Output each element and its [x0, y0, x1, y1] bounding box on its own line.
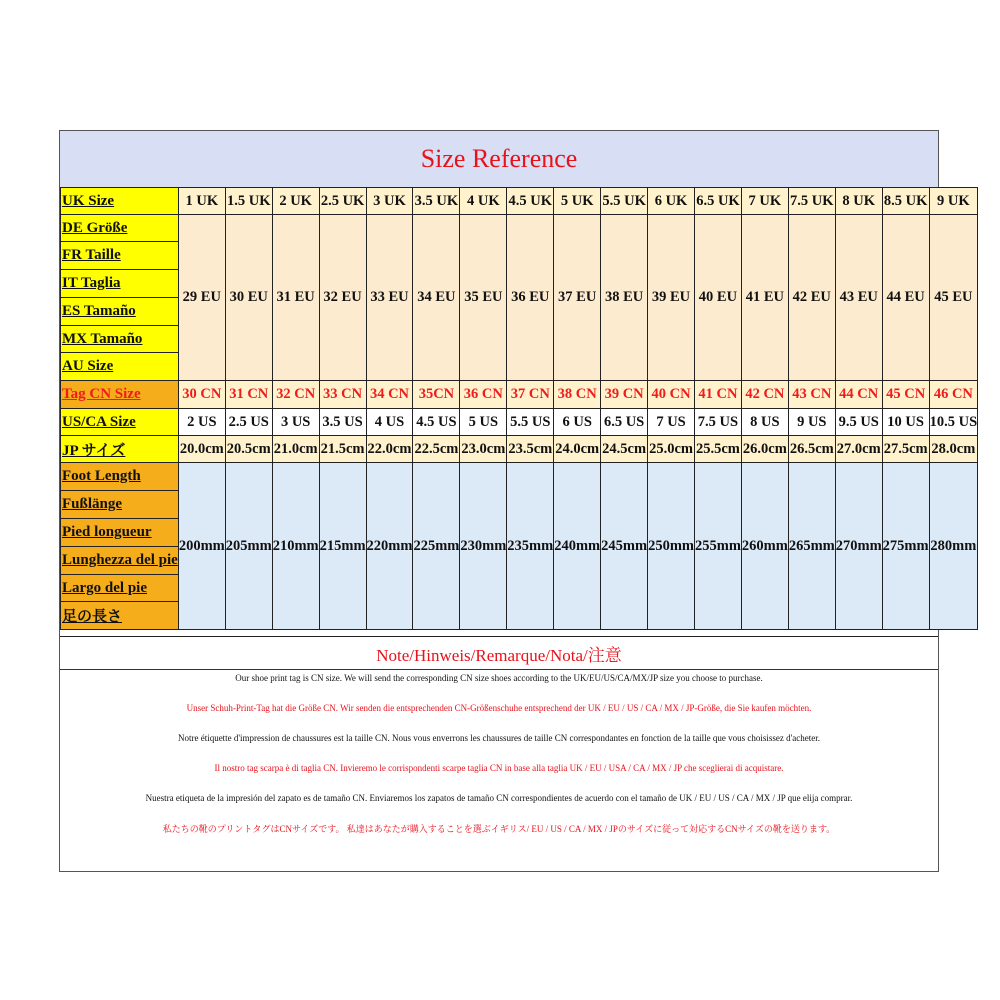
- foot-length-cell: 275mm: [882, 463, 929, 630]
- note-line: Our shoe print tag is CN size. We will send the corresponding CN size shoes according to the UK/EU/US/CA/MX/JP size you choose to purchase.: [235, 673, 763, 683]
- row-label: DE Größe: [61, 215, 179, 242]
- jp-size-cell: 28.0cm: [929, 436, 978, 463]
- foot-length-cell: 215mm: [319, 463, 366, 630]
- row-label: ES Tamaño: [61, 298, 179, 326]
- row-label: 足の長さ: [61, 602, 179, 630]
- cn-size-cell: 32 CN: [272, 381, 319, 409]
- us-size-cell: 2 US: [178, 409, 225, 436]
- note-heading: Note/Hinweis/Remarque/Nota/注意: [60, 636, 938, 670]
- us-size-cell: 9 US: [788, 409, 835, 436]
- eu-size-cell: 44 EU: [882, 215, 929, 381]
- jp-size-cell: 27.5cm: [882, 436, 929, 463]
- cn-size-cell: 30 CN: [178, 381, 225, 409]
- jp-size-cell: 22.5cm: [413, 436, 460, 463]
- foot-length-cell: 220mm: [366, 463, 413, 630]
- eu-size-cell: 43 EU: [835, 215, 882, 381]
- uk-size-cell: 8.5 UK: [882, 188, 929, 215]
- page-title: Size Reference: [60, 131, 938, 188]
- us-size-cell: 10 US: [882, 409, 929, 436]
- foot-length-cell: 270mm: [835, 463, 882, 630]
- row-label: MX Tamaño: [61, 326, 179, 353]
- foot-length-cell: 250mm: [648, 463, 695, 630]
- cn-size-cell: 46 CN: [929, 381, 978, 409]
- uk-size-cell: 6 UK: [648, 188, 695, 215]
- us-size-cell: 2.5 US: [225, 409, 272, 436]
- eu-size-cell: 30 EU: [225, 215, 272, 381]
- cn-size-cell: 37 CN: [507, 381, 554, 409]
- size-table: [60, 187, 978, 630]
- jp-size-cell: 26.5cm: [788, 436, 835, 463]
- us-size-cell: 6 US: [554, 409, 601, 436]
- uk-size-cell: 8 UK: [835, 188, 882, 215]
- foot-length-cell: 235mm: [507, 463, 554, 630]
- eu-size-cell: 29 EU: [178, 215, 225, 381]
- note-line: Nuestra etiqueta de la impresión del zapato es de tamaño CN. Enviaremos los zapatos de tamaño CN correspondientes de acuerdo con el tamaño de UK / EU / US / CA / MX / JP que elija comprar.: [145, 793, 853, 803]
- row-label: Foot Length: [61, 463, 179, 491]
- eu-size-cell: 32 EU: [319, 215, 366, 381]
- uk-size-cell: 7.5 UK: [788, 188, 835, 215]
- jp-size-cell: 20.5cm: [225, 436, 272, 463]
- cn-size-cell: 45 CN: [882, 381, 929, 409]
- row-label: AU Size: [61, 353, 179, 381]
- us-size-cell: 7 US: [648, 409, 695, 436]
- uk-size-cell: 1.5 UK: [225, 188, 272, 215]
- cn-size-cell: 38 CN: [554, 381, 601, 409]
- note-line: Il nostro tag scarpa è di taglia CN. Invieremo le corrispondenti scarpe taglia CN in base alla taglia UK / EU / USA / CA / MX / JP che sceglierai di acquistare.: [214, 763, 784, 773]
- eu-size-cell: 38 EU: [601, 215, 648, 381]
- cn-size-cell: 35CN: [413, 381, 460, 409]
- foot-length-cell: 255mm: [694, 463, 741, 630]
- eu-size-cell: 40 EU: [694, 215, 741, 381]
- uk-size-cell: 7 UK: [741, 188, 788, 215]
- note-line: 私たちの靴のプリントタグはCNサイズです。 私達はあなたが購入することを選ぶイギリス/ EU / US / CA / MX / JPのサイズに従って対応するCNサイズの靴を送ります。: [162, 824, 836, 834]
- jp-size-cell: 22.0cm: [366, 436, 413, 463]
- jp-size-cell: 27.0cm: [835, 436, 882, 463]
- note-line: Unser Schuh-Print-Tag hat die Größe CN. Wir senden die entsprechenden CN-Größenschuhe entsprechend der UK / EU / US / CA / MX / JP-Größe, die Sie kaufen möchten.: [186, 703, 812, 713]
- jp-size-cell: 23.5cm: [507, 436, 554, 463]
- foot-length-cell: 210mm: [272, 463, 319, 630]
- cn-size-cell: 31 CN: [225, 381, 272, 409]
- cn-size-cell: 36 CN: [460, 381, 507, 409]
- uk-size-cell: 2.5 UK: [319, 188, 366, 215]
- cn-size-cell: 40 CN: [648, 381, 695, 409]
- us-size-cell: 10.5 US: [929, 409, 978, 436]
- eu-size-cell: 36 EU: [507, 215, 554, 381]
- us-size-cell: 6.5 US: [601, 409, 648, 436]
- foot-length-cell: 265mm: [788, 463, 835, 630]
- eu-size-cell: 39 EU: [648, 215, 695, 381]
- note-line: Notre étiquette d'impression de chaussures est la taille CN. Nous vous enverrons les chaussures de taille CN correspondantes en fonction de la taille que vous choisissez d'acheter.: [177, 733, 821, 743]
- foot-length-cell: 245mm: [601, 463, 648, 630]
- jp-size-cell: 21.5cm: [319, 436, 366, 463]
- jp-size-cell: 24.5cm: [601, 436, 648, 463]
- foot-length-cell: 205mm: [225, 463, 272, 630]
- uk-size-cell: 9 UK: [929, 188, 978, 215]
- cn-size-cell: 39 CN: [601, 381, 648, 409]
- eu-size-cell: 34 EU: [413, 215, 460, 381]
- uk-size-cell: 3.5 UK: [413, 188, 460, 215]
- row-label: JP サイズ: [61, 436, 179, 463]
- eu-size-cell: 31 EU: [272, 215, 319, 381]
- eu-size-cell: 33 EU: [366, 215, 413, 381]
- foot-length-cell: 240mm: [554, 463, 601, 630]
- uk-size-cell: 1 UK: [178, 188, 225, 215]
- size-reference-sheet: [59, 130, 978, 872]
- jp-size-cell: 25.0cm: [648, 436, 695, 463]
- uk-size-cell: 5.5 UK: [601, 188, 648, 215]
- row-label: Fußlänge: [61, 491, 179, 519]
- us-size-cell: 4.5 US: [413, 409, 460, 436]
- cn-size-cell: 33 CN: [319, 381, 366, 409]
- jp-size-cell: 20.0cm: [178, 436, 225, 463]
- uk-size-cell: 2 UK: [272, 188, 319, 215]
- row-label: Lunghezza del pie: [61, 547, 179, 575]
- foot-length-cell: 225mm: [413, 463, 460, 630]
- row-label: Largo del pie: [61, 575, 179, 602]
- row-label: IT Taglia: [61, 270, 179, 298]
- row-label: US/CA Size: [61, 409, 179, 436]
- eu-size-cell: 45 EU: [929, 215, 978, 381]
- foot-length-cell: 280mm: [929, 463, 978, 630]
- cn-size-cell: 43 CN: [788, 381, 835, 409]
- row-label: Pied longueur: [61, 519, 179, 547]
- cn-size-cell: 34 CN: [366, 381, 413, 409]
- jp-size-cell: 26.0cm: [741, 436, 788, 463]
- uk-size-cell: 4.5 UK: [507, 188, 554, 215]
- row-label: UK Size: [61, 188, 179, 215]
- eu-size-cell: 42 EU: [788, 215, 835, 381]
- eu-size-cell: 35 EU: [460, 215, 507, 381]
- us-size-cell: 8 US: [741, 409, 788, 436]
- us-size-cell: 9.5 US: [835, 409, 882, 436]
- eu-size-cell: 37 EU: [554, 215, 601, 381]
- jp-size-cell: 25.5cm: [694, 436, 741, 463]
- jp-size-cell: 21.0cm: [272, 436, 319, 463]
- row-label: Tag CN Size: [61, 381, 179, 409]
- eu-size-cell: 41 EU: [741, 215, 788, 381]
- uk-size-cell: 5 UK: [554, 188, 601, 215]
- uk-size-cell: 6.5 UK: [694, 188, 741, 215]
- cn-size-cell: 44 CN: [835, 381, 882, 409]
- foot-length-cell: 260mm: [741, 463, 788, 630]
- us-size-cell: 3 US: [272, 409, 319, 436]
- jp-size-cell: 23.0cm: [460, 436, 507, 463]
- us-size-cell: 3.5 US: [319, 409, 366, 436]
- row-label: FR Taille: [61, 242, 179, 270]
- us-size-cell: 5 US: [460, 409, 507, 436]
- us-size-cell: 5.5 US: [507, 409, 554, 436]
- cn-size-cell: 42 CN: [741, 381, 788, 409]
- cn-size-cell: 41 CN: [694, 381, 741, 409]
- foot-length-cell: 230mm: [460, 463, 507, 630]
- us-size-cell: 7.5 US: [694, 409, 741, 436]
- jp-size-cell: 24.0cm: [554, 436, 601, 463]
- us-size-cell: 4 US: [366, 409, 413, 436]
- uk-size-cell: 3 UK: [366, 188, 413, 215]
- uk-size-cell: 4 UK: [460, 188, 507, 215]
- foot-length-cell: 200mm: [178, 463, 225, 630]
